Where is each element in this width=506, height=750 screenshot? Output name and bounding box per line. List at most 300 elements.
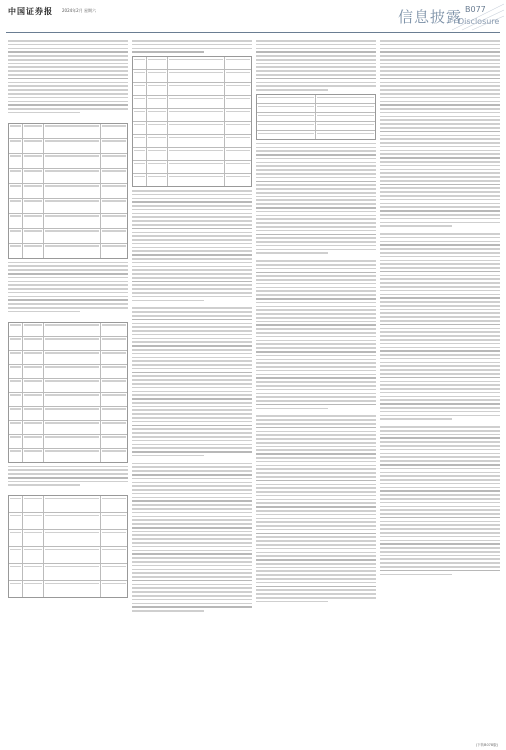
text-line — [8, 469, 128, 471]
text-line — [132, 508, 252, 510]
text-line — [8, 97, 128, 99]
text-line — [380, 150, 500, 152]
text-line — [256, 234, 376, 236]
table-cell — [101, 564, 127, 580]
table-row — [9, 365, 127, 379]
table-cell — [225, 174, 251, 186]
text-line — [380, 138, 500, 140]
text-line — [256, 343, 376, 345]
text-line — [380, 55, 500, 57]
table-cell — [101, 169, 127, 183]
text-line — [380, 392, 500, 394]
table-row — [9, 199, 127, 214]
text-line — [132, 345, 252, 347]
text-line — [132, 406, 252, 408]
text-line — [132, 338, 252, 340]
text-line — [256, 192, 376, 194]
text-line — [380, 555, 500, 557]
text-line — [256, 351, 376, 353]
text-line — [380, 93, 500, 95]
text-line — [256, 63, 376, 65]
text-line — [380, 494, 500, 496]
text-line — [380, 498, 500, 500]
paragraph-gap — [8, 116, 128, 120]
text-line — [132, 205, 252, 207]
text-line — [380, 574, 452, 576]
text-line — [256, 245, 376, 247]
text-line — [256, 446, 376, 448]
text-line — [380, 441, 500, 443]
newspaper-logo: 中国证券报 — [8, 6, 53, 16]
text-line — [256, 158, 376, 160]
table-row — [257, 122, 375, 131]
text-line — [256, 593, 376, 595]
table-cell — [316, 104, 375, 112]
text-line — [256, 385, 376, 387]
text-line — [256, 294, 376, 296]
text-line — [380, 324, 500, 326]
text-line — [380, 153, 500, 155]
text-line — [380, 97, 500, 99]
table-cell — [9, 139, 23, 153]
text-line — [256, 173, 376, 175]
text-line — [380, 252, 500, 254]
table-cell — [257, 95, 316, 103]
text-line — [132, 421, 252, 423]
text-line — [380, 146, 500, 148]
text-line — [256, 597, 376, 599]
text-line — [8, 269, 128, 271]
table-cell — [9, 154, 23, 168]
table-cell — [257, 131, 316, 139]
table-cell — [23, 496, 44, 512]
table-cell — [23, 581, 44, 597]
table-cell — [23, 351, 44, 364]
text-line — [256, 196, 376, 198]
table-cell — [44, 365, 101, 378]
table-cell — [44, 169, 101, 183]
text-line — [256, 165, 376, 167]
text-line — [256, 586, 376, 588]
table-cell — [44, 379, 101, 392]
text-line — [8, 477, 128, 479]
text-line — [132, 478, 252, 480]
text-line — [8, 74, 128, 76]
text-line — [256, 321, 376, 323]
text-line — [380, 184, 500, 186]
text-line — [380, 78, 500, 80]
table-cell — [9, 169, 23, 183]
text-line — [256, 476, 376, 478]
table-cell — [133, 135, 147, 147]
text-line — [132, 239, 252, 241]
text-line — [132, 292, 252, 294]
table-cell — [23, 214, 44, 228]
table-cell — [225, 57, 251, 69]
text-line — [256, 70, 376, 72]
text-line — [8, 307, 128, 309]
text-line — [132, 542, 252, 544]
text-line — [380, 59, 500, 61]
table-cell — [9, 124, 23, 138]
text-line — [380, 176, 500, 178]
text-line — [256, 199, 376, 201]
text-line — [380, 312, 500, 314]
text-line — [380, 248, 500, 250]
text-line — [256, 184, 376, 186]
table-cell — [9, 351, 23, 364]
text-line — [132, 550, 252, 552]
text-line — [132, 444, 252, 446]
text-line — [380, 290, 500, 292]
table-cell — [257, 104, 316, 112]
text-line — [132, 519, 252, 521]
text-line — [256, 499, 376, 501]
text-line — [380, 475, 500, 477]
table-cell — [44, 244, 101, 258]
text-line — [132, 538, 252, 540]
table — [8, 123, 128, 259]
text-line — [256, 529, 376, 531]
text-line — [256, 491, 376, 493]
table-row — [133, 174, 251, 186]
text-line — [380, 513, 500, 515]
text-line — [132, 398, 252, 400]
table-row — [133, 70, 251, 83]
text-line — [132, 569, 252, 571]
text-column-1 — [8, 40, 128, 742]
text-line — [132, 379, 252, 381]
table-cell — [101, 393, 127, 406]
text-line — [256, 400, 376, 402]
text-line — [8, 51, 128, 53]
text-line — [256, 514, 376, 516]
text-line — [132, 198, 252, 200]
table-cell — [44, 124, 101, 138]
table — [256, 94, 376, 140]
table-cell — [44, 184, 101, 198]
text-line — [132, 334, 252, 336]
text-line — [256, 472, 376, 474]
text-line — [8, 93, 128, 95]
text-line — [8, 59, 128, 61]
text-line — [132, 258, 252, 260]
text-line — [8, 40, 128, 42]
table-cell — [44, 449, 101, 462]
table-cell — [44, 496, 101, 512]
table-cell — [9, 564, 23, 580]
text-line — [132, 391, 252, 393]
text-line — [380, 437, 500, 439]
text-line — [380, 388, 500, 390]
text-line — [380, 445, 500, 447]
text-line — [132, 213, 252, 215]
text-line — [132, 40, 252, 42]
text-line — [256, 89, 328, 91]
text-line — [132, 375, 252, 377]
text-line — [256, 355, 376, 357]
text-line — [380, 222, 500, 224]
text-line — [380, 309, 500, 311]
text-column-4 — [380, 40, 500, 742]
table — [8, 322, 128, 463]
text-line — [132, 436, 252, 438]
text-line — [256, 147, 376, 149]
table-cell — [225, 96, 251, 108]
table-cell — [168, 70, 225, 82]
text-line — [132, 409, 252, 411]
text-line — [256, 582, 376, 584]
text-line — [132, 587, 252, 589]
text-line — [380, 426, 500, 428]
text-line — [256, 222, 376, 224]
table-cell — [147, 57, 168, 69]
text-line — [132, 455, 204, 457]
text-line — [380, 339, 500, 341]
text-line — [256, 264, 376, 266]
text-line — [380, 517, 500, 519]
text-line — [380, 169, 500, 171]
text-line — [256, 480, 376, 482]
text-line — [256, 495, 376, 497]
text-line — [8, 78, 128, 80]
text-line — [380, 347, 500, 349]
text-line — [380, 335, 500, 337]
text-line — [256, 207, 376, 209]
table-row — [9, 547, 127, 564]
text-line — [380, 460, 500, 462]
text-line — [132, 561, 252, 563]
table-cell — [9, 393, 23, 406]
text-line — [8, 288, 128, 290]
continued-note: (下转B078版) — [475, 743, 498, 747]
text-line — [256, 309, 376, 311]
table-cell — [44, 337, 101, 350]
text-line — [132, 296, 252, 298]
table-row — [9, 184, 127, 199]
text-line — [132, 565, 252, 567]
text-line — [132, 307, 252, 309]
table-cell — [101, 184, 127, 198]
table-cell — [147, 122, 168, 134]
table-cell — [9, 407, 23, 420]
table-cell — [23, 449, 44, 462]
text-line — [380, 536, 500, 538]
text-line — [380, 195, 500, 197]
text-line — [380, 558, 500, 560]
table-cell — [44, 139, 101, 153]
text-line — [132, 610, 204, 612]
table-row — [9, 496, 127, 513]
table-cell — [257, 122, 316, 130]
table-cell — [101, 214, 127, 228]
text-line — [132, 432, 252, 434]
table-cell — [9, 581, 23, 597]
text-line — [256, 555, 376, 557]
text-line — [380, 294, 500, 296]
text-line — [256, 408, 328, 410]
paragraph-gap — [8, 488, 128, 492]
text-line — [132, 489, 252, 491]
text-line — [132, 413, 252, 415]
table-cell — [168, 174, 225, 186]
text-line — [132, 557, 252, 559]
text-line — [256, 306, 376, 308]
text-line — [8, 473, 128, 475]
text-line — [256, 279, 376, 281]
text-line — [256, 438, 376, 440]
text-line — [380, 354, 500, 356]
text-line — [380, 524, 500, 526]
text-line — [8, 299, 128, 301]
text-line — [132, 512, 252, 514]
text-line — [8, 70, 128, 72]
text-line — [256, 457, 376, 459]
table-cell — [316, 95, 375, 103]
table-cell — [44, 421, 101, 434]
text-line — [132, 277, 252, 279]
text-line — [132, 360, 252, 362]
text-line — [380, 487, 500, 489]
table-row — [133, 96, 251, 109]
masthead — [0, 0, 506, 34]
text-line — [380, 244, 500, 246]
text-line — [132, 44, 252, 46]
text-line — [256, 374, 376, 376]
table-cell — [23, 169, 44, 183]
table-cell — [23, 530, 44, 546]
text-line — [380, 256, 500, 258]
text-line — [132, 527, 252, 529]
text-line — [256, 218, 376, 220]
text-line — [132, 201, 252, 203]
text-line — [132, 311, 252, 313]
text-line — [132, 474, 252, 476]
text-line — [256, 169, 376, 171]
text-line — [380, 241, 500, 243]
table — [8, 495, 128, 598]
page-number: B077 — [465, 5, 486, 14]
text-line — [256, 230, 376, 232]
text-line — [256, 502, 376, 504]
table-cell — [225, 83, 251, 95]
text-line — [380, 543, 500, 545]
text-line — [256, 442, 376, 444]
text-line — [380, 362, 500, 364]
text-line — [8, 108, 128, 110]
table-cell — [101, 124, 127, 138]
text-line — [380, 85, 500, 87]
text-line — [132, 224, 252, 226]
table-row — [9, 435, 127, 449]
table-cell — [23, 229, 44, 243]
text-line — [380, 203, 500, 205]
table-cell — [44, 435, 101, 448]
table-cell — [133, 83, 147, 95]
table-cell — [168, 135, 225, 147]
text-line — [380, 82, 500, 84]
text-line — [380, 540, 500, 542]
table-cell — [147, 174, 168, 186]
text-line — [8, 284, 128, 286]
section-title: 信息披露 — [398, 8, 463, 26]
text-line — [8, 273, 128, 275]
text-line — [256, 275, 376, 277]
text-line — [132, 190, 252, 192]
table-cell — [23, 154, 44, 168]
issue-date: 2024年2月 星期六 — [62, 8, 96, 13]
table-cell — [23, 199, 44, 213]
text-line — [380, 528, 500, 530]
text-line — [132, 220, 252, 222]
text-line — [8, 104, 128, 106]
text-line — [380, 377, 500, 379]
text-line — [256, 59, 376, 61]
text-line — [132, 387, 252, 389]
table-cell — [9, 421, 23, 434]
table-cell — [225, 122, 251, 134]
text-line — [256, 226, 376, 228]
text-line — [380, 44, 500, 46]
text-line — [380, 66, 500, 68]
text-line — [132, 368, 252, 370]
text-line — [380, 468, 500, 470]
text-line — [380, 127, 500, 129]
text-line — [380, 343, 500, 345]
table-cell — [23, 184, 44, 198]
table-cell — [44, 199, 101, 213]
text-line — [132, 300, 204, 302]
text-line — [380, 51, 500, 53]
table-cell — [44, 513, 101, 529]
text-line — [380, 210, 500, 212]
table-cell — [44, 407, 101, 420]
text-line — [380, 453, 500, 455]
table-row — [9, 169, 127, 184]
text-line — [256, 578, 376, 580]
table-cell — [133, 161, 147, 173]
table-cell — [23, 244, 44, 258]
text-line — [380, 131, 500, 133]
table-cell — [44, 547, 101, 563]
table-cell — [9, 229, 23, 243]
text-line — [256, 484, 376, 486]
text-line — [132, 428, 252, 430]
text-line — [132, 326, 252, 328]
table-cell — [9, 513, 23, 529]
text-line — [256, 396, 376, 398]
table-row — [133, 109, 251, 122]
text-line — [256, 540, 376, 542]
text-line — [380, 104, 500, 106]
text-line — [380, 275, 500, 277]
text-line — [256, 533, 376, 535]
text-line — [256, 340, 376, 342]
text-line — [256, 215, 376, 217]
text-line — [256, 249, 376, 251]
text-line — [8, 484, 80, 486]
header-rule — [6, 32, 500, 33]
table-cell — [133, 96, 147, 108]
text-column-2 — [132, 40, 252, 742]
text-line — [380, 199, 500, 201]
text-line — [132, 216, 252, 218]
table-cell — [9, 337, 23, 350]
table-row — [9, 337, 127, 351]
text-line — [256, 241, 376, 243]
text-line — [380, 562, 500, 564]
text-line — [380, 434, 500, 436]
